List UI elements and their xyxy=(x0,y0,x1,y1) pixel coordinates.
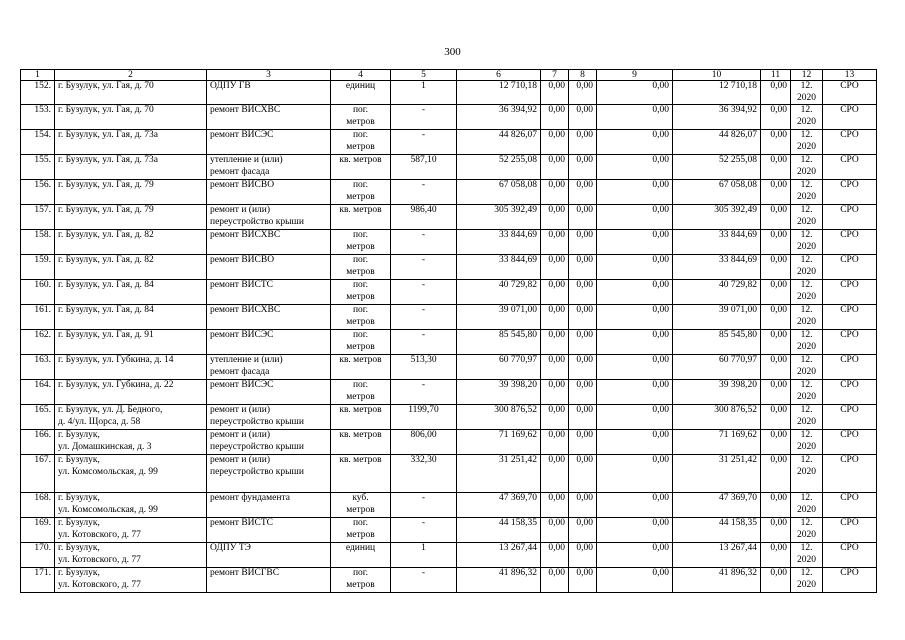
quantity-cell: 513,30 xyxy=(391,355,457,380)
source-cell: СРО xyxy=(823,280,877,305)
col7-cell: 0,00 xyxy=(541,280,569,305)
col8-cell: 0,00 xyxy=(569,205,597,230)
table-row xyxy=(21,518,877,543)
table-row xyxy=(21,405,877,430)
unit-cell: кв. метров xyxy=(331,430,391,455)
work-type-cell: ремонт ВИСХВС xyxy=(207,230,331,255)
unit-cell: единиц xyxy=(331,543,391,568)
unit-cell: кв. метров xyxy=(331,355,391,380)
col7-cell: 0,00 xyxy=(541,330,569,355)
col7-cell: 0,00 xyxy=(541,380,569,405)
column-header: 8 xyxy=(569,70,597,81)
col9-cell: 0,00 xyxy=(597,255,673,280)
address-cell: г. Бузулук, ул. Гая, д. 73а xyxy=(55,130,207,155)
col7-cell: 0,00 xyxy=(541,355,569,380)
cost-cell: 31 251,42 xyxy=(457,455,541,493)
work-type-cell: ремонт и (или) переустройство крыши xyxy=(207,430,331,455)
col9-cell: 0,00 xyxy=(597,330,673,355)
unit-cell: куб. метров xyxy=(331,493,391,518)
source-cell: СРО xyxy=(823,493,877,518)
date-cell: 12. 2020 xyxy=(791,493,823,518)
col11-cell: 0,00 xyxy=(761,493,791,518)
row-number: 163. xyxy=(21,355,55,380)
col7-cell: 0,00 xyxy=(541,405,569,430)
col10-cell: 300 876,52 xyxy=(673,405,761,430)
unit-cell: пог. метров xyxy=(331,180,391,205)
col10-cell: 36 394,92 xyxy=(673,105,761,130)
address-cell: г. Бузулук, ул. Губкина, д. 22 xyxy=(55,380,207,405)
col9-cell: 0,00 xyxy=(597,455,673,493)
cost-cell: 13 267,44 xyxy=(457,543,541,568)
work-type-cell: утепление и (или) ремонт фасада xyxy=(207,355,331,380)
date-cell: 12. 2020 xyxy=(791,518,823,543)
col10-cell: 33 844,69 xyxy=(673,255,761,280)
col10-cell: 31 251,42 xyxy=(673,455,761,493)
col10-cell: 44 158,35 xyxy=(673,518,761,543)
quantity-cell: - xyxy=(391,493,457,518)
col10-cell: 12 710,18 xyxy=(673,81,761,105)
date-cell: 12. 2020 xyxy=(791,280,823,305)
address-cell: г. Бузулук, ул. Домашкинская, д. 3 xyxy=(55,430,207,455)
quantity-cell: 986,40 xyxy=(391,205,457,230)
col9-cell: 0,00 xyxy=(597,493,673,518)
unit-cell: пог. метров xyxy=(331,130,391,155)
col10-cell: 52 255,08 xyxy=(673,155,761,180)
col8-cell: 0,00 xyxy=(569,280,597,305)
col7-cell: 0,00 xyxy=(541,205,569,230)
col9-cell: 0,00 xyxy=(597,230,673,255)
table-row xyxy=(21,543,877,568)
table-row xyxy=(21,81,877,105)
quantity-cell: - xyxy=(391,230,457,255)
cost-cell: 305 392,49 xyxy=(457,205,541,230)
col11-cell: 0,00 xyxy=(761,81,791,105)
source-cell: СРО xyxy=(823,568,877,593)
quantity-cell: - xyxy=(391,380,457,405)
col8-cell: 0,00 xyxy=(569,330,597,355)
date-cell: 12. 2020 xyxy=(791,380,823,405)
cost-cell: 40 729,82 xyxy=(457,280,541,305)
col7-cell: 0,00 xyxy=(541,155,569,180)
table-row xyxy=(21,230,877,255)
quantity-cell: 1 xyxy=(391,543,457,568)
quantity-cell: 1199,70 xyxy=(391,405,457,430)
source-cell: СРО xyxy=(823,330,877,355)
col8-cell: 0,00 xyxy=(569,518,597,543)
col9-cell: 0,00 xyxy=(597,543,673,568)
col8-cell: 0,00 xyxy=(569,180,597,205)
work-type-cell: ремонт ВИСЭС xyxy=(207,130,331,155)
row-number: 152. xyxy=(21,81,55,105)
row-number: 155. xyxy=(21,155,55,180)
column-header: 10 xyxy=(673,70,761,81)
cost-cell: 300 876,52 xyxy=(457,405,541,430)
work-type-cell: ремонт ВИСЭС xyxy=(207,330,331,355)
col10-cell: 67 058,08 xyxy=(673,180,761,205)
date-cell: 12. 2020 xyxy=(791,155,823,180)
row-number: 156. xyxy=(21,180,55,205)
col7-cell: 0,00 xyxy=(541,430,569,455)
cost-cell: 12 710,18 xyxy=(457,81,541,105)
col10-cell: 39 071,00 xyxy=(673,305,761,330)
table-row xyxy=(21,105,877,130)
col7-cell: 0,00 xyxy=(541,230,569,255)
row-number: 167. xyxy=(21,455,55,493)
table-row xyxy=(21,255,877,280)
source-cell: СРО xyxy=(823,355,877,380)
col9-cell: 0,00 xyxy=(597,280,673,305)
quantity-cell: - xyxy=(391,130,457,155)
table-row xyxy=(21,180,877,205)
col7-cell: 0,00 xyxy=(541,543,569,568)
work-type-cell: утепление и (или) ремонт фасада xyxy=(207,155,331,180)
address-cell: г. Бузулук, ул. Гая, д. 91 xyxy=(55,330,207,355)
col11-cell: 0,00 xyxy=(761,280,791,305)
col8-cell: 0,00 xyxy=(569,155,597,180)
row-number: 169. xyxy=(21,518,55,543)
unit-cell: пог. метров xyxy=(331,380,391,405)
quantity-cell: 332,30 xyxy=(391,455,457,493)
address-cell: г. Бузулук, ул. Гая, д. 70 xyxy=(55,105,207,130)
cost-cell: 67 058,08 xyxy=(457,180,541,205)
address-cell: г. Бузулук, ул. Гая, д. 82 xyxy=(55,230,207,255)
col8-cell: 0,00 xyxy=(569,568,597,593)
address-cell: г. Бузулук, ул. Гая, д. 82 xyxy=(55,255,207,280)
address-cell: г. Бузулук, ул. Гая, д. 79 xyxy=(55,205,207,230)
work-type-cell: ОДПУ ТЭ xyxy=(207,543,331,568)
col11-cell: 0,00 xyxy=(761,230,791,255)
address-cell: г. Бузулук, ул. Гая, д. 73а xyxy=(55,155,207,180)
row-number: 162. xyxy=(21,330,55,355)
cost-cell: 52 255,08 xyxy=(457,155,541,180)
address-cell: г. Бузулук, ул. Губкина, д. 14 xyxy=(55,355,207,380)
col11-cell: 0,00 xyxy=(761,543,791,568)
cost-cell: 39 071,00 xyxy=(457,305,541,330)
quantity-cell: 806,00 xyxy=(391,430,457,455)
col8-cell: 0,00 xyxy=(569,455,597,493)
unit-cell: единиц xyxy=(331,81,391,105)
works-table xyxy=(20,69,877,593)
col7-cell: 0,00 xyxy=(541,493,569,518)
quantity-cell: - xyxy=(391,105,457,130)
work-type-cell: ремонт фундамента xyxy=(207,493,331,518)
col10-cell: 41 896,32 xyxy=(673,568,761,593)
address-cell: г. Бузулук, ул. Комсомольская, д. 99 xyxy=(55,455,207,493)
unit-cell: пог. метров xyxy=(331,255,391,280)
cost-cell: 44 826,07 xyxy=(457,130,541,155)
col11-cell: 0,00 xyxy=(761,355,791,380)
source-cell: СРО xyxy=(823,430,877,455)
source-cell: СРО xyxy=(823,405,877,430)
col9-cell: 0,00 xyxy=(597,81,673,105)
cost-cell: 33 844,69 xyxy=(457,230,541,255)
address-cell: г. Бузулук, ул. Комсомольская, д. 99 xyxy=(55,493,207,518)
col9-cell: 0,00 xyxy=(597,518,673,543)
unit-cell: пог. метров xyxy=(331,105,391,130)
col11-cell: 0,00 xyxy=(761,430,791,455)
unit-cell: кв. метров xyxy=(331,155,391,180)
source-cell: СРО xyxy=(823,130,877,155)
quantity-cell: - xyxy=(391,280,457,305)
row-number: 157. xyxy=(21,205,55,230)
address-cell: г. Бузулук, ул. Гая, д. 84 xyxy=(55,280,207,305)
source-cell: СРО xyxy=(823,105,877,130)
table-row xyxy=(21,568,877,593)
quantity-cell: - xyxy=(391,255,457,280)
cost-cell: 41 896,32 xyxy=(457,568,541,593)
col11-cell: 0,00 xyxy=(761,205,791,230)
col11-cell: 0,00 xyxy=(761,518,791,543)
row-number: 168. xyxy=(21,493,55,518)
column-header: 2 xyxy=(55,70,207,81)
table-row xyxy=(21,380,877,405)
col10-cell: 33 844,69 xyxy=(673,230,761,255)
unit-cell: пог. метров xyxy=(331,305,391,330)
cost-cell: 36 394,92 xyxy=(457,105,541,130)
table-row xyxy=(21,493,877,518)
col11-cell: 0,00 xyxy=(761,155,791,180)
quantity-cell: 587,10 xyxy=(391,155,457,180)
cost-cell: 85 545,80 xyxy=(457,330,541,355)
column-header: 13 xyxy=(823,70,877,81)
source-cell: СРО xyxy=(823,180,877,205)
cost-cell: 60 770,97 xyxy=(457,355,541,380)
col11-cell: 0,00 xyxy=(761,130,791,155)
column-header: 3 xyxy=(207,70,331,81)
col8-cell: 0,00 xyxy=(569,380,597,405)
work-type-cell: ремонт и (или) переустройство крыши xyxy=(207,455,331,493)
date-cell: 12. 2020 xyxy=(791,205,823,230)
work-type-cell: ремонт и (или) переустройство крыши xyxy=(207,405,331,430)
source-cell: СРО xyxy=(823,518,877,543)
col8-cell: 0,00 xyxy=(569,81,597,105)
col7-cell: 0,00 xyxy=(541,255,569,280)
date-cell: 12. 2020 xyxy=(791,455,823,493)
row-number: 154. xyxy=(21,130,55,155)
col10-cell: 60 770,97 xyxy=(673,355,761,380)
work-type-cell: ремонт ВИСЭС xyxy=(207,380,331,405)
column-header: 12 xyxy=(791,70,823,81)
date-cell: 12. 2020 xyxy=(791,330,823,355)
col8-cell: 0,00 xyxy=(569,430,597,455)
column-header: 7 xyxy=(541,70,569,81)
col8-cell: 0,00 xyxy=(569,355,597,380)
col8-cell: 0,00 xyxy=(569,405,597,430)
row-number: 160. xyxy=(21,280,55,305)
col7-cell: 0,00 xyxy=(541,305,569,330)
table-header-row xyxy=(21,70,877,81)
table-row xyxy=(21,430,877,455)
address-cell: г. Бузулук, ул. Котовского, д. 77 xyxy=(55,543,207,568)
col8-cell: 0,00 xyxy=(569,105,597,130)
date-cell: 12. 2020 xyxy=(791,305,823,330)
work-type-cell: ремонт ВИСВО xyxy=(207,180,331,205)
unit-cell: пог. метров xyxy=(331,518,391,543)
col11-cell: 0,00 xyxy=(761,180,791,205)
table-row xyxy=(21,280,877,305)
address-cell: г. Бузулук, ул. Гая, д. 70 xyxy=(55,81,207,105)
row-number: 158. xyxy=(21,230,55,255)
row-number: 171. xyxy=(21,568,55,593)
source-cell: СРО xyxy=(823,455,877,493)
col9-cell: 0,00 xyxy=(597,430,673,455)
source-cell: СРО xyxy=(823,230,877,255)
cost-cell: 33 844,69 xyxy=(457,255,541,280)
col11-cell: 0,00 xyxy=(761,568,791,593)
table-row xyxy=(21,330,877,355)
source-cell: СРО xyxy=(823,380,877,405)
column-header: 5 xyxy=(391,70,457,81)
source-cell: СРО xyxy=(823,81,877,105)
table-row xyxy=(21,155,877,180)
cost-cell: 71 169,62 xyxy=(457,430,541,455)
col9-cell: 0,00 xyxy=(597,405,673,430)
source-cell: СРО xyxy=(823,255,877,280)
col8-cell: 0,00 xyxy=(569,305,597,330)
source-cell: СРО xyxy=(823,205,877,230)
column-header: 11 xyxy=(761,70,791,81)
unit-cell: пог. метров xyxy=(331,568,391,593)
date-cell: 12. 2020 xyxy=(791,568,823,593)
work-type-cell: ремонт ВИСХВС xyxy=(207,105,331,130)
table-row xyxy=(21,355,877,380)
table-row xyxy=(21,205,877,230)
row-number: 161. xyxy=(21,305,55,330)
column-header: 1 xyxy=(21,70,55,81)
col11-cell: 0,00 xyxy=(761,380,791,405)
address-cell: г. Бузулук, ул. Котовского, д. 77 xyxy=(55,518,207,543)
col11-cell: 0,00 xyxy=(761,330,791,355)
address-cell: г. Бузулук, ул. Гая, д. 84 xyxy=(55,305,207,330)
cost-cell: 39 398,20 xyxy=(457,380,541,405)
col10-cell: 13 267,44 xyxy=(673,543,761,568)
unit-cell: пог. метров xyxy=(331,230,391,255)
col11-cell: 0,00 xyxy=(761,455,791,493)
col9-cell: 0,00 xyxy=(597,155,673,180)
col10-cell: 85 545,80 xyxy=(673,330,761,355)
col10-cell: 40 729,82 xyxy=(673,280,761,305)
date-cell: 12. 2020 xyxy=(791,130,823,155)
unit-cell: кв. метров xyxy=(331,405,391,430)
source-cell: СРО xyxy=(823,305,877,330)
row-number: 165. xyxy=(21,405,55,430)
col8-cell: 0,00 xyxy=(569,130,597,155)
col11-cell: 0,00 xyxy=(761,105,791,130)
col8-cell: 0,00 xyxy=(569,543,597,568)
col7-cell: 0,00 xyxy=(541,180,569,205)
cost-cell: 44 158,35 xyxy=(457,518,541,543)
col7-cell: 0,00 xyxy=(541,105,569,130)
source-cell: СРО xyxy=(823,543,877,568)
col11-cell: 0,00 xyxy=(761,305,791,330)
col10-cell: 305 392,49 xyxy=(673,205,761,230)
col10-cell: 71 169,62 xyxy=(673,430,761,455)
col10-cell: 44 826,07 xyxy=(673,130,761,155)
col9-cell: 0,00 xyxy=(597,568,673,593)
quantity-cell: - xyxy=(391,305,457,330)
column-header: 4 xyxy=(331,70,391,81)
col9-cell: 0,00 xyxy=(597,180,673,205)
column-header: 6 xyxy=(457,70,541,81)
col9-cell: 0,00 xyxy=(597,380,673,405)
unit-cell: пог. метров xyxy=(331,280,391,305)
quantity-cell: - xyxy=(391,180,457,205)
source-cell: СРО xyxy=(823,155,877,180)
col8-cell: 0,00 xyxy=(569,493,597,518)
date-cell: 12. 2020 xyxy=(791,180,823,205)
col8-cell: 0,00 xyxy=(569,230,597,255)
quantity-cell: - xyxy=(391,330,457,355)
cost-cell: 47 369,70 xyxy=(457,493,541,518)
address-cell: г. Бузулук, ул. Д. Бедного, д. 4/ул. Щорса, д. 58 xyxy=(55,405,207,430)
col9-cell: 0,00 xyxy=(597,130,673,155)
unit-cell: кв. метров xyxy=(331,205,391,230)
date-cell: 12. 2020 xyxy=(791,355,823,380)
column-header: 9 xyxy=(597,70,673,81)
col11-cell: 0,00 xyxy=(761,405,791,430)
col7-cell: 0,00 xyxy=(541,130,569,155)
quantity-cell: - xyxy=(391,568,457,593)
address-cell: г. Бузулук, ул. Котовского, д. 77 xyxy=(55,568,207,593)
col9-cell: 0,00 xyxy=(597,355,673,380)
work-type-cell: ОДПУ ГВ xyxy=(207,81,331,105)
col7-cell: 0,00 xyxy=(541,455,569,493)
date-cell: 12. 2020 xyxy=(791,405,823,430)
quantity-cell: 1 xyxy=(391,81,457,105)
col10-cell: 47 369,70 xyxy=(673,493,761,518)
work-type-cell: ремонт и (или) переустройство крыши xyxy=(207,205,331,230)
col7-cell: 0,00 xyxy=(541,568,569,593)
work-type-cell: ремонт ВИСТС xyxy=(207,518,331,543)
date-cell: 12. 2020 xyxy=(791,255,823,280)
col11-cell: 0,00 xyxy=(761,255,791,280)
col9-cell: 0,00 xyxy=(597,205,673,230)
quantity-cell: - xyxy=(391,518,457,543)
row-number: 166. xyxy=(21,430,55,455)
page-number: 300 xyxy=(444,46,461,58)
work-type-cell: ремонт ВИСХВС xyxy=(207,305,331,330)
row-number: 164. xyxy=(21,380,55,405)
table-row xyxy=(21,455,877,493)
table-row xyxy=(21,305,877,330)
work-type-cell: ремонт ВИСВО xyxy=(207,255,331,280)
row-number: 153. xyxy=(21,105,55,130)
row-number: 159. xyxy=(21,255,55,280)
date-cell: 12. 2020 xyxy=(791,430,823,455)
date-cell: 12. 2020 xyxy=(791,81,823,105)
work-type-cell: ремонт ВИСГВС xyxy=(207,568,331,593)
col7-cell: 0,00 xyxy=(541,81,569,105)
col9-cell: 0,00 xyxy=(597,105,673,130)
row-number: 170. xyxy=(21,543,55,568)
col7-cell: 0,00 xyxy=(541,518,569,543)
work-type-cell: ремонт ВИСТС xyxy=(207,280,331,305)
date-cell: 12. 2020 xyxy=(791,230,823,255)
col8-cell: 0,00 xyxy=(569,255,597,280)
date-cell: 12. 2020 xyxy=(791,105,823,130)
col9-cell: 0,00 xyxy=(597,305,673,330)
date-cell: 12. 2020 xyxy=(791,543,823,568)
unit-cell: пог. метров xyxy=(331,330,391,355)
col10-cell: 39 398,20 xyxy=(673,380,761,405)
unit-cell: кв. метров xyxy=(331,455,391,493)
table-row xyxy=(21,130,877,155)
address-cell: г. Бузулук, ул. Гая, д. 79 xyxy=(55,180,207,205)
